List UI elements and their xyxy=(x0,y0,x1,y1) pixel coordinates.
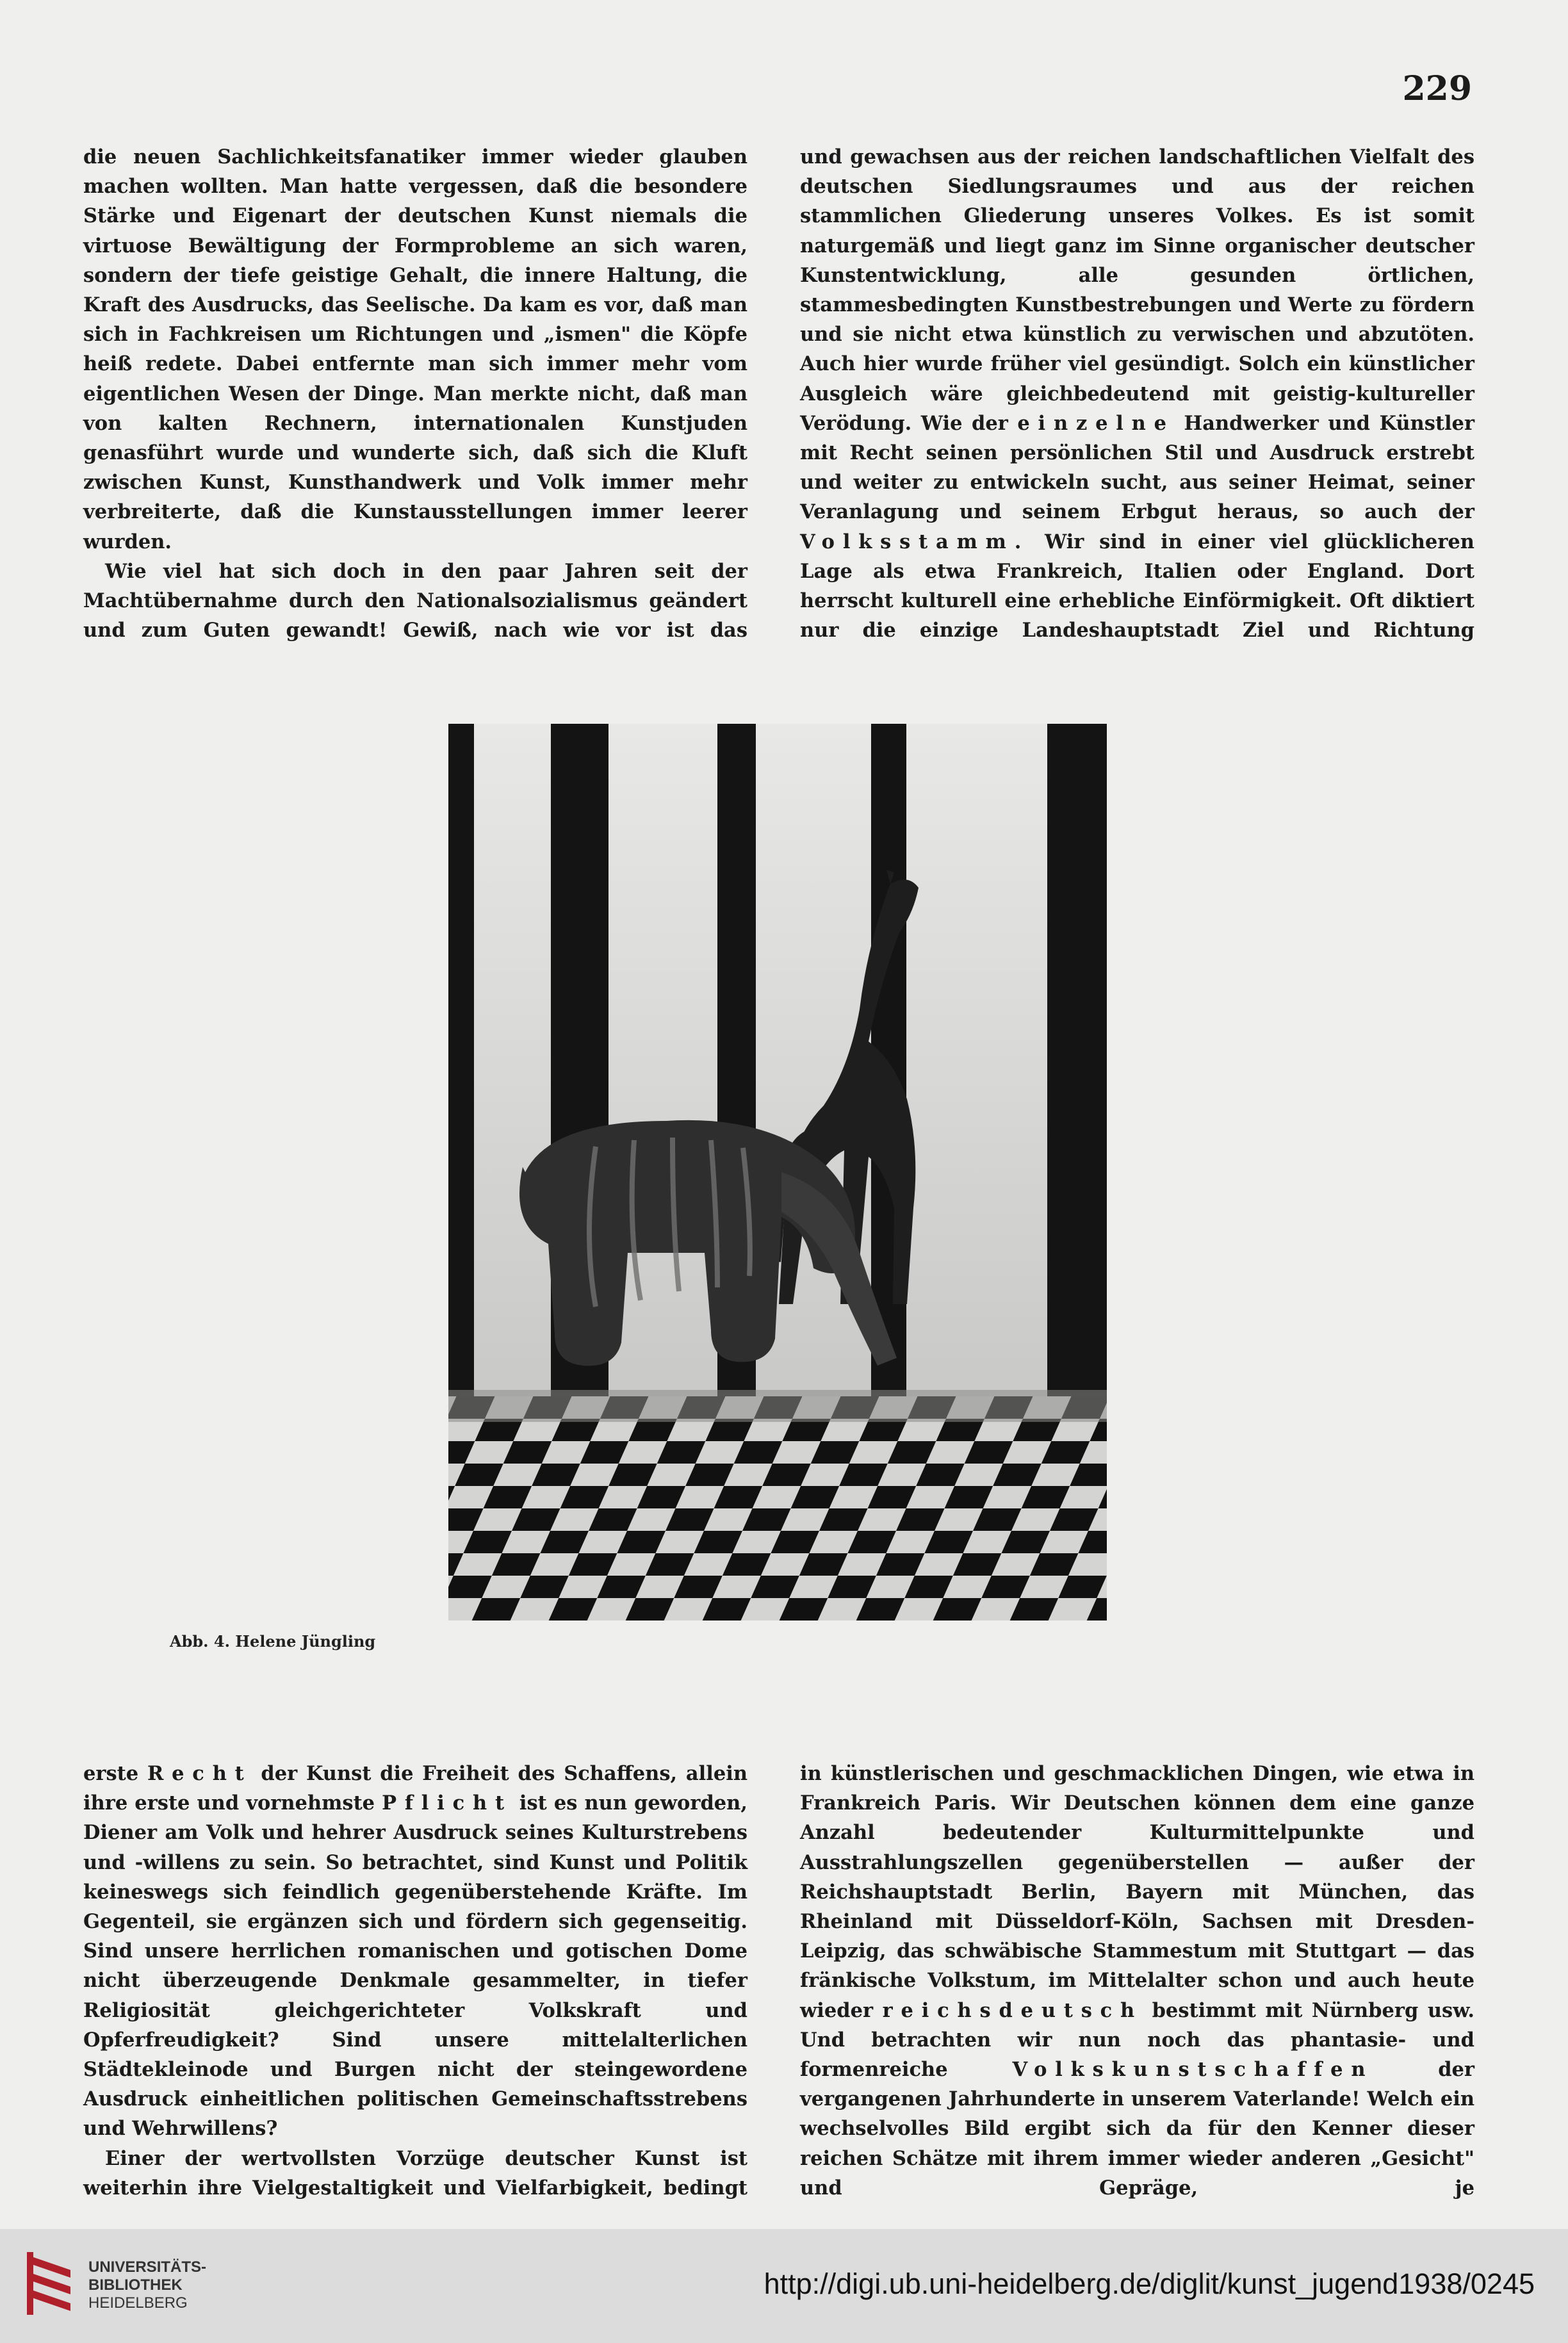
paragraph: Wie viel hat sich doch in den paar Jahren seit der Machtübernahme durch den Nationalsozialismus geändert und zum Guten gewandt! Gewiß, nach wie vor ist das xyxy=(83,559,747,642)
emphasis-spaced: einzelne xyxy=(1017,411,1175,435)
text-run: der Kunst die Freiheit des Schaffens, allein ihre erste und vornehmste xyxy=(83,1762,748,1815)
emphasis-spaced: Volkskunstschaffen xyxy=(1012,2058,1374,2082)
text-run: der vergangenen Jahrhunderte in unserem Vaterlande! Welch ein wechselvolles Bild ergibt sich da für den Kenner dieser reichen Schätze mit ihrem immer wieder anderen „Gesicht" und Gepräge, je xyxy=(800,2058,1474,2200)
library-logo-icon[interactable] xyxy=(23,2248,77,2319)
paragraph: Einer der wertvollsten Vorzüge deutscher Kunst ist weiterhin ihre Vielgestaltigkeit und Vielfarbigkeit, bedingt xyxy=(83,2146,747,2200)
library-name-line: HEIDELBERG xyxy=(88,2294,188,2312)
emphasis-spaced: Pflicht xyxy=(382,1792,512,1815)
library-name-line: UNIVERSITÄTS- xyxy=(88,2258,207,2276)
emphasis-spaced: Recht xyxy=(147,1762,252,1785)
library-name[interactable] xyxy=(88,2258,206,2312)
text-column-top-left xyxy=(83,142,747,645)
library-footer xyxy=(0,2229,1568,2343)
paragraph xyxy=(800,1759,1474,2203)
library-name-line: BIBLIOTHEK xyxy=(88,2276,183,2294)
paragraph xyxy=(83,1759,747,2144)
text-run: und gewachsen aus der reichen landschaftlichen Vielfalt des deutschen Siedlungsraumes und aus der reichen stammlichen Gliederung unseres Volkes. Es ist somit naturgemäß und liegt ganz im Sinne organischer deutscher Kunstentwicklung, alle gesunden örtlichen, stammesbedingten Kunstbestrebungen und Werte zu fördern und sie nicht etwa künstlich zu verwischen und abzutöten. Auch hier wurde früher viel gesündigt. Solch ein künstlicher Ausgleich wäre gleichbedeutend mit geistig-kultureller Verödung. Wie der xyxy=(800,145,1474,435)
text-run: erste xyxy=(83,1762,139,1785)
text-column-top-right xyxy=(800,142,1474,645)
figure-caption: Abb. 4. Helene Jüngling xyxy=(170,1632,376,1651)
figure-photo xyxy=(448,724,1107,1621)
text-run: Handwerker und Künstler mit Recht seinen persönlichen Stil und Ausdruck erstrebt und weiter zu entwickeln sucht, aus seiner Heimat, seiner Veranlagung und seinem Erbgut heraus, so auch der xyxy=(800,411,1475,524)
text-column-bottom-right xyxy=(800,1759,1474,2203)
photo-toy-animals xyxy=(448,724,1107,1621)
emphasis-spaced: reichsdeutsch xyxy=(882,1998,1143,2022)
checkered-floor xyxy=(448,1396,1107,1621)
text-run: Wir sind in einer viel glücklicheren Lage als etwa Frankreich, Italien oder England. Dort herrscht kulturell eine erhebliche Einförmigkeit. Oft diktiert nur die einzige Landeshauptstadt Ziel und Richtung xyxy=(800,530,1474,642)
paragraph: die neuen Sachlichkeitsfanatiker immer wieder glauben machen wollten. Man hatte vergessen, daß die besondere Stärke und Eigenart der deutschen Kunst niemals die virtuose Bewältigung der Formprobleme an sich waren, sondern der tiefe geistige Gehalt, die innere Haltung, die Kraft des Ausdrucks, das Seelische. Da kam es vor, daß man sich in Fachkreisen um Richtungen und „ismen" die Köpfe heiß redete. Dabei entfernte man sich immer mehr vom eigentlichen Wesen der Dinge. Man merkte nicht, daß man von kalten Rechnern, internationalen Kunstjuden genasführt wurde und wunderte sich, daß sich die Kluft zwischen Kunst, Kunsthandwerk und Volk immer mehr verbreiterte, daß die Kunstausstellungen immer leerer wurden. xyxy=(83,145,747,553)
emphasis-spaced: Volksstamm. xyxy=(800,530,1030,553)
source-url-link[interactable]: http://digi.ub.uni-heidelberg.de/diglit/kunst_jugend1938/0245 xyxy=(764,2267,1535,2300)
paragraph xyxy=(800,142,1474,645)
text-run: ist es nun geworden, Diener am Volk und hehrer Ausdruck seines Kulturstrebens und -willens zu sein. So betrachtet, sind Kunst und Politik keineswegs sich feindlich gegenüberstehende Kräfte. Im Gegenteil, sie ergänzen sich und fördern sich gegenseitig. Sind unsere herrlichen romanischen und gotischen Dome nicht überzeugende Denkmale gesammelter, in tiefer Religiosität gleichgerichteter Volkskraft und Opferfreudigkeit? Sind unsere mittelalterlichen Städtekleinode und Burgen nicht der steingewordene Ausdruck einheitlichen politischen Gemeinschaftsstrebens und Wehrwillens? xyxy=(83,1792,747,2141)
text-column-bottom-left xyxy=(83,1759,747,2203)
text-run: in künstlerischen und geschmacklichen Dingen, wie etwa in Frankreich Paris. Wir Deutschen können dem eine ganze Anzahl bedeutender Kulturmittelpunkte und Ausstrahlungszellen gegenüberstellen — außer der Reichshauptstadt Berlin, Bayern mit München, das Rheinland mit Düsseldorf-Köln, Sachsen mit Dresden-Leipzig, das schwäbische Stammestum mit Stuttgart — das fränkische Volkstum, im Mittelalter schon und auch heute wieder xyxy=(800,1762,1474,2022)
page-number: 229 xyxy=(1402,69,1472,108)
text-run: bestimmt mit Nürnberg usw. Und betrachten wir nun noch das phantasie- und formenreiche xyxy=(800,1998,1475,2082)
